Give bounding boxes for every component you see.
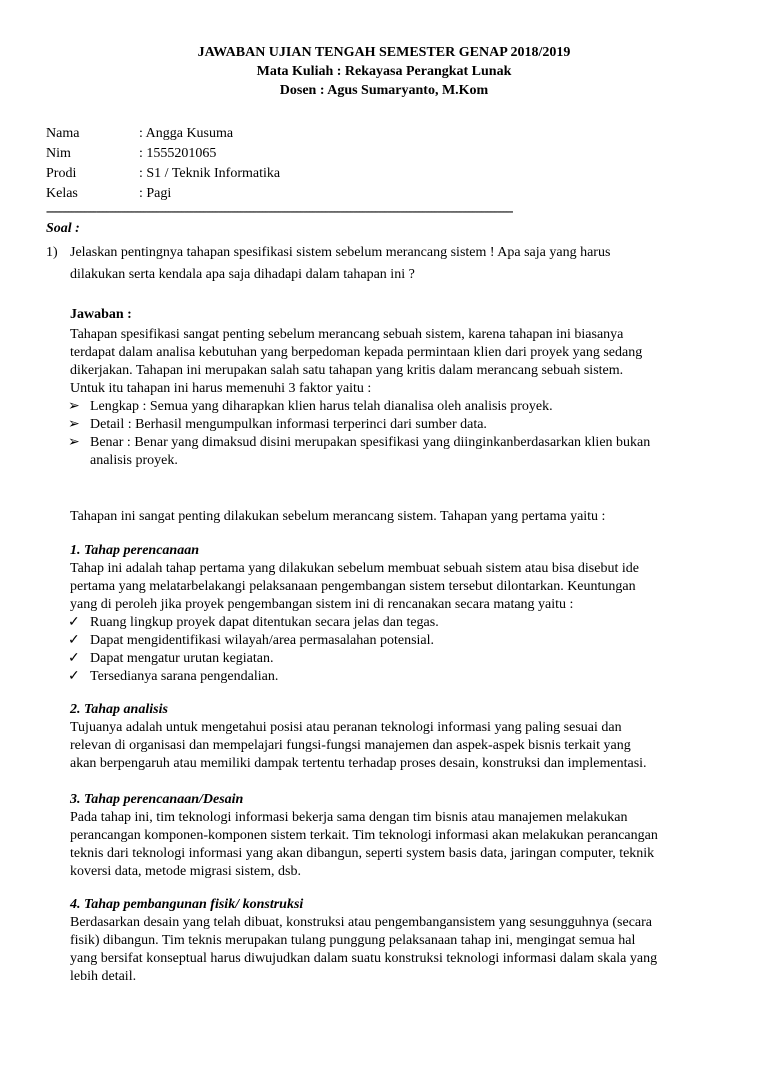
field-value: : 1555201065: [139, 146, 217, 161]
benefit-list: [68, 614, 718, 686]
arrow-bullet-icon: ➢: [68, 399, 80, 414]
question-line: Jelaskan pentingnya tahapan spesifikasi sistem sebelum merancang sistem ! Apa saja yang harus: [70, 245, 611, 260]
field-label: Kelas: [46, 186, 78, 201]
field-value: : Pagi: [139, 186, 172, 201]
paragraph-line: terdapat dalam analisa kebutuhan yang berpedoman kepada permintaan klien dari proyek yang sedang: [70, 345, 643, 360]
list-item-text: Benar : Benar yang dimaksud disini merupakan spesifikasi yang diinginkanberdasarkan klien bukan: [90, 435, 651, 450]
field-value: : S1 / Teknik Informatika: [139, 166, 281, 181]
check-icon: ✓: [68, 615, 80, 630]
field-label: Nama: [46, 126, 80, 141]
section-line: Berdasarkan desain yang telah dibuat, konstruksi atau pengembangansistem yang sesungguhnya (secara: [70, 915, 652, 930]
section-line: Tahap ini adalah tahap pertama yang dilakukan sebelum membuat sebuah sistem atau bisa disebut ide: [70, 561, 639, 576]
list-item-text: Ruang lingkup proyek dapat ditentukan secara jelas dan tegas.: [90, 615, 439, 630]
factor-list: [68, 398, 718, 470]
section-title: 2. Tahap analisis: [70, 702, 168, 717]
section-line: Tujuanya adalah untuk mengetahui posisi atau peranan teknologi informasi yang paling sesuai dan: [70, 720, 622, 735]
check-icon: ✓: [68, 633, 80, 648]
list-item: [68, 434, 718, 470]
student-class-row: [46, 184, 280, 204]
question: [46, 242, 726, 286]
section-line: koversi data, metode migrasi sistem, dsb.: [70, 864, 301, 879]
question-line: dilakukan serta kendala apa saja dihadapi dalam tahapan ini ?: [70, 267, 415, 282]
course-name: Mata Kuliah : Rekayasa Perangkat Lunak: [256, 64, 512, 79]
section-perencanaan: [70, 542, 718, 614]
arrow-bullet-icon: ➢: [68, 435, 80, 450]
question-number: 1): [46, 245, 58, 260]
paragraph-line: Untuk itu tahapan ini harus memenuhi 3 faktor yaitu :: [70, 381, 372, 396]
exam-title: JAWABAN UJIAN TENGAH SEMESTER GENAP 2018/2019: [197, 45, 571, 60]
list-item-text: Lengkap : Semua yang diharapkan klien harus telah dianalisa oleh analisis proyek.: [90, 399, 553, 414]
student-nim-row: [46, 144, 280, 164]
list-item-text: Detail : Berhasil mengumpulkan informasi terperinci dari sumber data.: [90, 417, 487, 432]
section-line: yang di peroleh jika proyek pengembangan sistem ini di rencanakan secara matang yaitu :: [70, 597, 574, 612]
section-line: teknis dari teknologi informasi yang akan dibangun, seperti system basis data, jaringan computer, teknik: [70, 846, 655, 861]
field-value: : Angga Kusuma: [139, 126, 234, 141]
section-analisis: [70, 701, 718, 773]
stages-intro: Tahapan ini sangat penting dilakukan sebelum merancang sistem. Tahapan yang pertama yaitu :: [70, 509, 606, 524]
section-desain: [70, 791, 718, 881]
section-line: akan berpengaruh atau memiliki dampak tertentu terhadap proses desain, konstruksi dan implementasi.: [70, 756, 647, 771]
section-line: fisik) dibangun. Tim teknis merupakan tulang punggung pelaksanaan tahap ini, mengingat semua hal: [70, 933, 636, 948]
section-line: Pada tahap ini, tim teknologi informasi bekerja sama dengan tim bisnis atau manajemen melakukan: [70, 810, 628, 825]
list-item-text: Tersedianya sarana pengendalian.: [90, 669, 279, 684]
list-item-text: analisis proyek.: [90, 453, 178, 468]
student-info: [46, 124, 280, 204]
section-line: perancangan komponen-komponen sistem terkait. Tim teknologi informasi akan melakukan perancangan: [70, 828, 658, 843]
field-label: Prodi: [46, 166, 77, 181]
section-line: yang bersifat konseptual harus diwujudkan dalam suatu konstruksi teknologi informasi dalam skala yang: [70, 951, 658, 966]
dashed-separator: -----------------------------------------------------------------------------------------------------------------------------------------------------: [46, 205, 513, 217]
section-line: relevan di organisasi dan mempelajari fungsi-fungsi manajemen dan aspek-aspek bisnis terkait yang: [70, 738, 631, 753]
section-line: lebih detail.: [70, 969, 137, 984]
list-item: [68, 668, 718, 686]
list-item: [68, 398, 718, 416]
document-header: [0, 43, 768, 100]
field-label: Nim: [46, 146, 71, 161]
list-item: [68, 614, 718, 632]
list-item: [68, 650, 718, 668]
list-item-text: Dapat mengidentifikasi wilayah/area permasalahan potensial.: [90, 633, 435, 648]
check-icon: ✓: [68, 669, 80, 684]
lecturer-name: Dosen : Agus Sumaryanto, M.Kom: [279, 83, 489, 98]
check-icon: ✓: [68, 651, 80, 666]
answer-label: Jawaban :: [70, 307, 132, 322]
paragraph-line: dikerjakan. Tahapan ini merupakan salah satu tahapan yang kritis dalam merancang sebuah sistem.: [70, 363, 624, 378]
paragraph-line: Tahapan spesifikasi sangat penting sebelum merancang sebuah sistem, karena tahapan ini biasanya: [70, 327, 624, 342]
section-title: 1. Tahap perencanaan: [70, 543, 200, 558]
list-item: [68, 632, 718, 650]
section-konstruksi: [70, 896, 718, 986]
student-name-row: [46, 124, 280, 144]
answer-paragraph: [70, 326, 716, 398]
section-title: 4. Tahap pembangunan fisik/ konstruksi: [70, 897, 304, 912]
section-line: pertama yang melatarbelakangi pelaksanaan pengembangan sistem tersebut dilontarkan. Keuntungan: [70, 579, 636, 594]
section-title: 3. Tahap perencanaan/Desain: [70, 792, 244, 807]
arrow-bullet-icon: ➢: [68, 417, 80, 432]
list-item-text: Dapat mengatur urutan kegiatan.: [90, 651, 274, 666]
student-prodi-row: [46, 164, 280, 184]
list-item: [68, 416, 718, 434]
soal-label: Soal :: [46, 221, 80, 236]
